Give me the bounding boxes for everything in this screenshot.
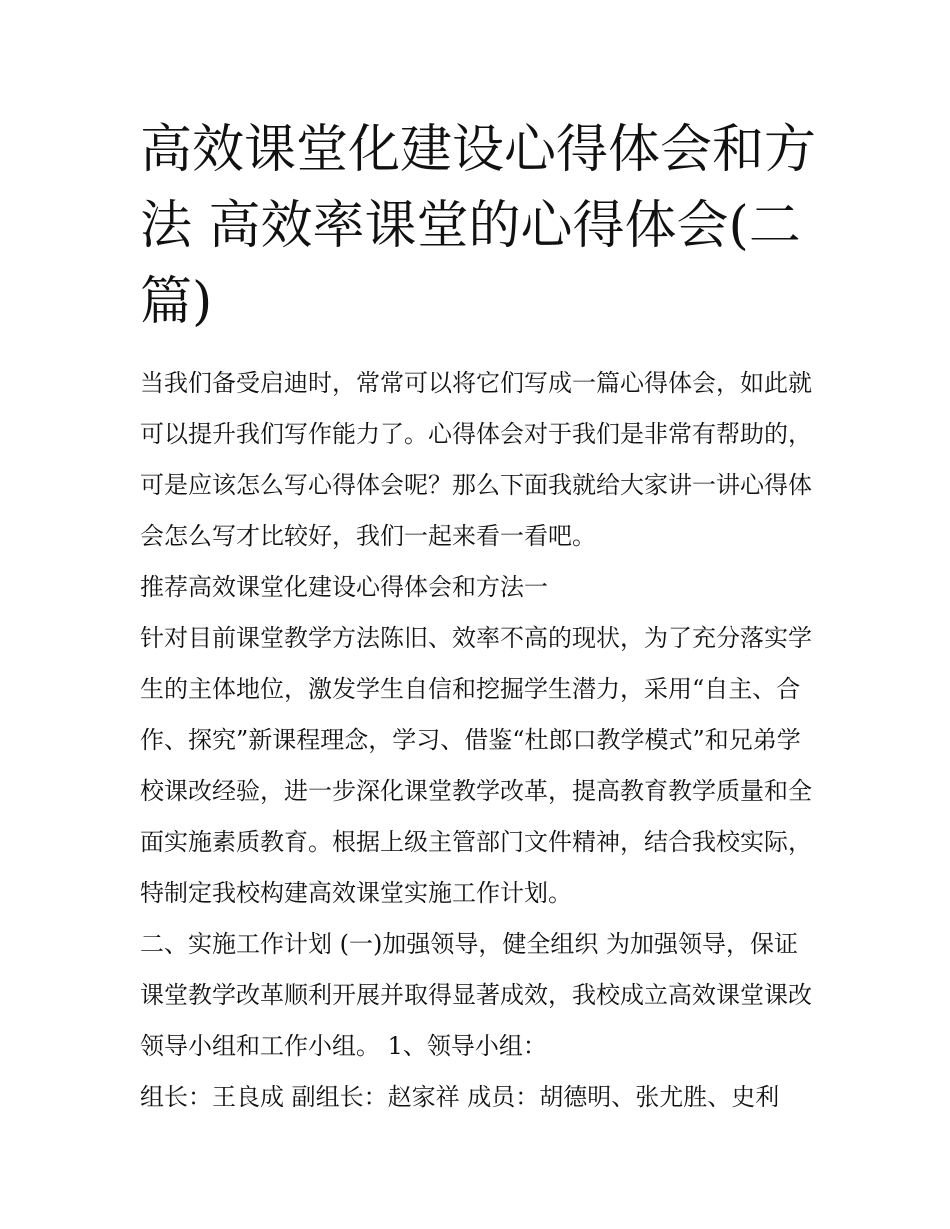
- body-paragraph: 组长：王良成 副组长：赵家祥 成员：胡德明、张尤胜、史利: [140, 1083, 780, 1111]
- document-body: [140, 358, 820, 1123]
- body-paragraph: 二、实施工作计划 (一)加强领导，健全组织 为加强领导，保证课堂教学改革顺利开展并取得显著成效，我校成立高效课堂课改领导小组和工作小组。 1、领导小组：: [140, 930, 812, 1060]
- intro-paragraph: 当我们备受启迪时，常常可以将它们写成一篇心得体会，如此就可以提升我们写作能力了。心得体会对于我们是非常有帮助的，可是应该怎么写心得体会呢？那么下面我就给大家讲一讲心得体会怎么写才比较好，我们一起来看一看吧。: [140, 369, 812, 550]
- section-heading: 推荐高效课堂化建设心得体会和方法一: [140, 573, 548, 601]
- document-title: 高效课堂化建设心得体会和方法 高效率课堂的心得体会(二篇): [140, 120, 817, 332]
- body-paragraph: 针对目前课堂教学方法陈旧、效率不高的现状，为了充分落实学生的主体地位，激发学生自信和挖掘学生潜力，采用“自主、合作、探究”新课程理念，学习、借鉴“杜郎口教学模式”和兄弟学校课改经验，进一步深化课堂教学改革，提高教育教学质量和全面实施素质教育。根据上级主管部门文件精神，结合我校实际，特制定我校构建高效课堂实施工作计划。: [140, 624, 812, 907]
